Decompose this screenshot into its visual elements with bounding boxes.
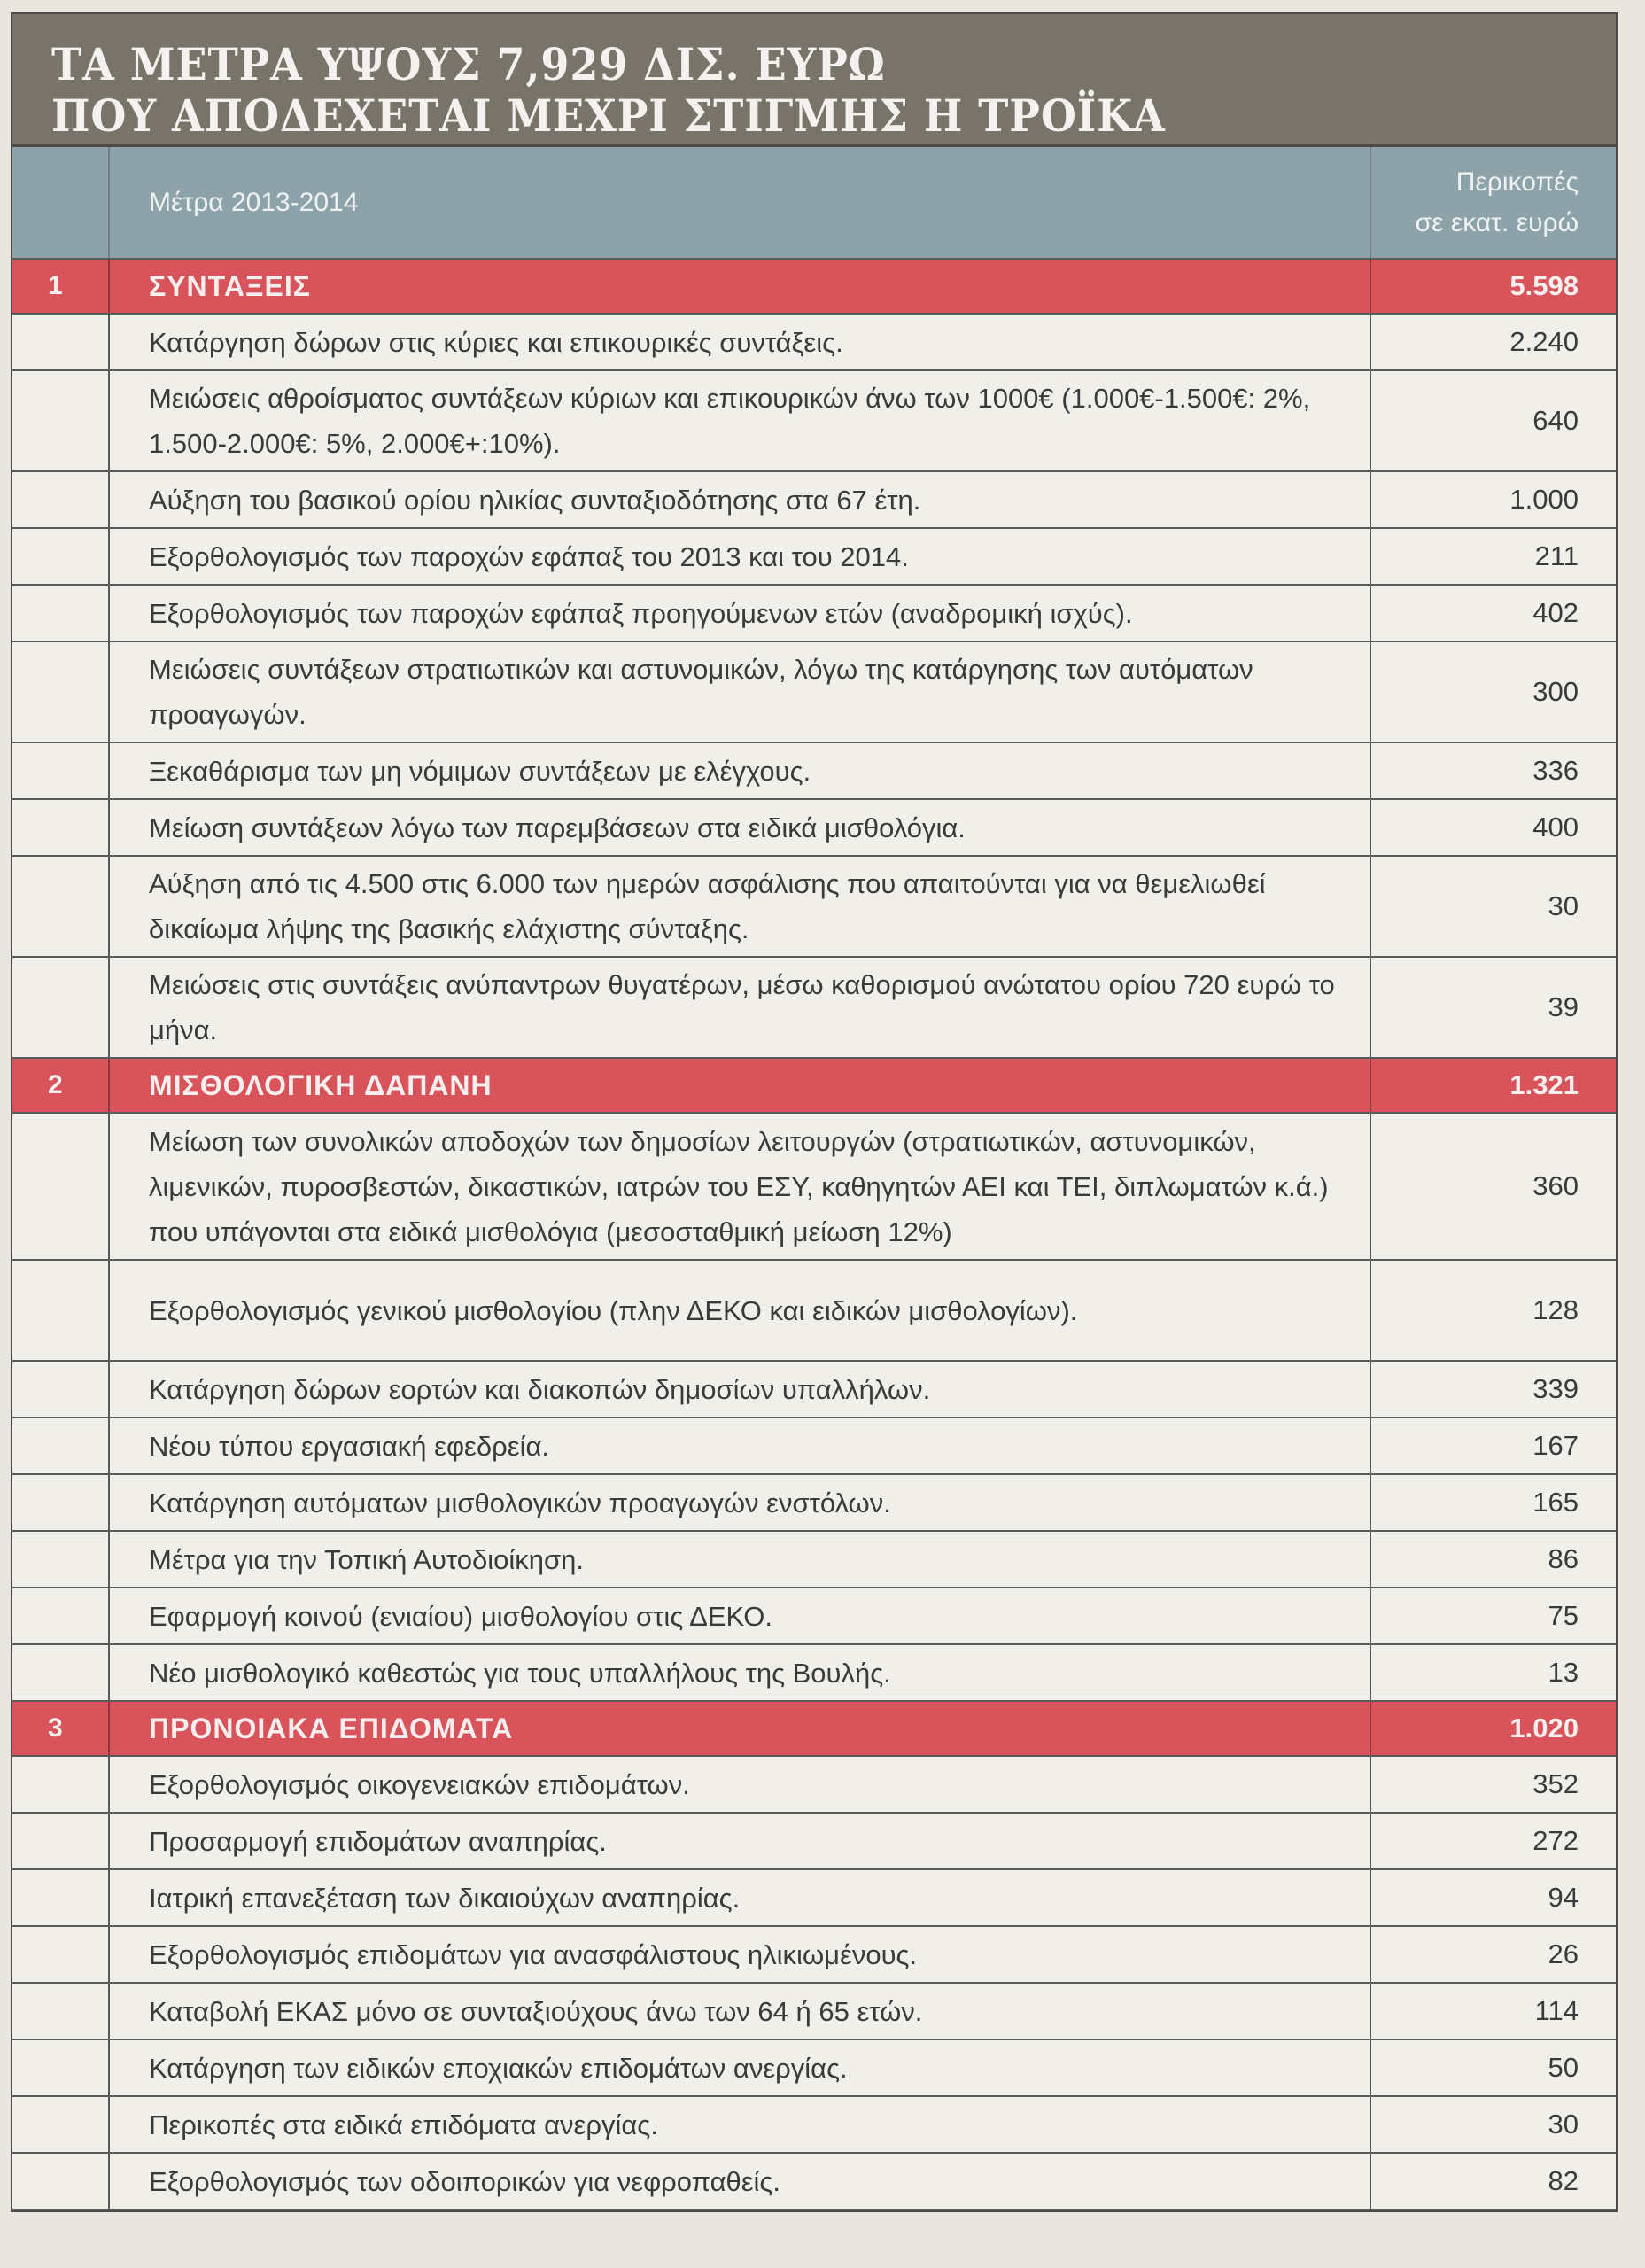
row-number-cell: [12, 743, 110, 798]
measure-value: 39: [1548, 991, 1579, 1022]
measure-value: 360: [1532, 1170, 1579, 1201]
row-number-cell: [12, 1362, 110, 1417]
section-title: ΣΥΝΤΑΞΕΙΣ: [110, 260, 1371, 313]
section-number: 2: [12, 1059, 110, 1112]
table-row: [12, 1588, 1616, 1645]
row-number-cell: [12, 371, 110, 470]
table-row: [12, 958, 1616, 1059]
measure-value: 114: [1534, 1995, 1579, 2026]
row-number-cell: [12, 1532, 110, 1587]
measure-description: Εξορθολογισμός των οδοιπορικών για νεφροπαθείς.: [110, 2154, 1371, 2209]
table-title: [12, 14, 1616, 147]
measure-value: 75: [1548, 1600, 1579, 1631]
header-cuts-line-2: σε εκατ. ευρώ: [1415, 207, 1579, 237]
measure-description: Μειώσεις συντάξεων στρατιωτικών και αστυνομικών, λόγω της κατάργησης των αυτόματων προαγωγών.: [110, 642, 1371, 742]
measure-value: 640: [1532, 405, 1579, 436]
measure-description: Εξορθολογισμός των παροχών εφάπαξ προηγούμενων ετών (αναδρομική ισχύς).: [110, 586, 1371, 641]
table-row: [12, 1645, 1616, 1702]
row-number-cell: [12, 586, 110, 641]
measure-description: Καταβολή ΕΚΑΣ μόνο σε συνταξιούχους άνω των 64 ή 65 ετών.: [110, 1984, 1371, 2039]
table-row: [12, 642, 1616, 743]
table-row: [12, 1418, 1616, 1475]
table-row: [12, 743, 1616, 800]
table-row: [12, 1475, 1616, 1532]
measure-description: Αύξηση του βασικού ορίου ηλικίας συνταξιοδότησης στα 67 έτη.: [110, 472, 1371, 527]
table-row: [12, 2154, 1616, 2210]
title-line-2: ΠΟΥ ΑΠΟΔΕΧΕΤΑΙ ΜΕΧΡΙ ΣΤΙΓΜΗΣ Η ΤΡΟΪΚΑ: [51, 89, 1166, 142]
measure-value: 94: [1548, 1882, 1579, 1913]
measure-description: Ξεκαθάρισμα των μη νόμιμων συντάξεων με ελέγχους.: [110, 743, 1371, 798]
measure-description: Νέου τύπου εργασιακή εφεδρεία.: [110, 1418, 1371, 1473]
row-number-cell: [12, 800, 110, 855]
table-row: [12, 1927, 1616, 1984]
table-row: [12, 1532, 1616, 1588]
measure-description: Μέτρα για την Τοπική Αυτοδιοίκηση.: [110, 1532, 1371, 1587]
row-number-cell: [12, 1475, 110, 1530]
table-row: [12, 1870, 1616, 1927]
measure-description: Κατάργηση δώρων εορτών και διακοπών δημοσίων υπαλλήλων.: [110, 1362, 1371, 1417]
table-row: [12, 2097, 1616, 2154]
table-row: [12, 2040, 1616, 2097]
table-row: [12, 800, 1616, 857]
header-num-cell: [12, 147, 110, 258]
measure-value: 2.240: [1509, 326, 1579, 357]
row-number-cell: [12, 1261, 110, 1360]
measure-description: Εξορθολογισμός επιδομάτων για ανασφάλιστους ηλικιωμένους.: [110, 1927, 1371, 1982]
measure-value: 352: [1532, 1768, 1579, 1799]
row-number-cell: [12, 1757, 110, 1812]
table-row: [12, 1114, 1616, 1261]
measure-description: Αύξηση από τις 4.500 στις 6.000 των ημερών ασφάλισης που απαιτούνται για να θεμελιωθεί δικαίωμα λήψης της βασικής ελάχιστης σύνταξης.: [110, 857, 1371, 956]
header-measures: Μέτρα 2013-2014: [110, 147, 1371, 258]
measure-value: 30: [1548, 2109, 1579, 2140]
section-header-row: [12, 1059, 1616, 1114]
measure-value: 272: [1532, 1825, 1579, 1856]
row-number-cell: [12, 472, 110, 527]
table-row: [12, 1757, 1616, 1814]
row-number-cell: [12, 1418, 110, 1473]
row-number-cell: [12, 2040, 110, 2095]
measure-description: Μειώσεις στις συντάξεις ανύπαντρων θυγατέρων, μέσω καθορισμού ανώτατου ορίου 720 ευρώ το μήνα.: [110, 958, 1371, 1057]
measure-value: 339: [1532, 1373, 1579, 1404]
row-number-cell: [12, 857, 110, 956]
measure-description: Εφαρμογή κοινού (ενιαίου) μισθολογίου στις ΔΕΚΟ.: [110, 1588, 1371, 1643]
measure-description: Κατάργηση των ειδικών εποχιακών επιδομάτων ανεργίας.: [110, 2040, 1371, 2095]
title-line-1: ΤΑ ΜΕΤΡΑ ΥΨΟΥΣ 7,929 ΔΙΣ. ΕΥΡΩ: [51, 38, 886, 90]
row-number-cell: [12, 2154, 110, 2209]
row-number-cell: [12, 1984, 110, 2039]
section-header-row: [12, 260, 1616, 315]
table-row: [12, 371, 1616, 472]
measure-value: 165: [1532, 1487, 1579, 1518]
measure-value: 128: [1532, 1294, 1579, 1325]
row-number-cell: [12, 1588, 110, 1643]
row-number-cell: [12, 315, 110, 369]
row-number-cell: [12, 958, 110, 1057]
measure-value: 167: [1532, 1430, 1579, 1461]
table-row: [12, 529, 1616, 586]
measure-value: 86: [1548, 1543, 1579, 1574]
table-body: [12, 260, 1616, 2210]
measures-table: [11, 12, 1618, 2212]
section-number: 1: [12, 260, 110, 313]
measure-description: Κατάργηση αυτόματων μισθολογικών προαγωγών ενστόλων.: [110, 1475, 1371, 1530]
measure-value: 336: [1532, 755, 1579, 786]
measure-description: Μείωση συντάξεων λόγω των παρεμβάσεων στα ειδικά μισθολόγια.: [110, 800, 1371, 855]
measure-value: 26: [1548, 1938, 1579, 1969]
section-number: 3: [12, 1702, 110, 1755]
row-number-cell: [12, 2097, 110, 2152]
row-number-cell: [12, 1870, 110, 1925]
row-number-cell: [12, 642, 110, 742]
measure-value: 1.000: [1509, 484, 1579, 515]
table-row: [12, 857, 1616, 958]
section-title: ΜΙΣΘΟΛΟΓΙΚΗ ΔΑΠΑΝΗ: [110, 1059, 1371, 1112]
header-cuts-line-1: Περικοπές: [1455, 167, 1579, 197]
measure-description: Ιατρική επανεξέταση των δικαιούχων αναπηρίας.: [110, 1870, 1371, 1925]
measure-description: Μειώσεις αθροίσματος συντάξεων κύριων και επικουρικών άνω των 1000€ (1.000€-1.500€: 2%, 1.500-2.000€: 5%, 2.000€+:10%).: [110, 371, 1371, 470]
measure-description: Περικοπές στα ειδικά επιδόματα ανεργίας.: [110, 2097, 1371, 2152]
measure-description: Προσαρμογή επιδομάτων αναπηρίας.: [110, 1814, 1371, 1868]
table-row: [12, 1362, 1616, 1418]
measure-description: Εξορθολογισμός γενικού μισθολογίου (πλην ΔΕΚΟ και ειδικών μισθολογίων).: [110, 1261, 1371, 1360]
measure-value: 400: [1532, 812, 1579, 843]
table-row: [12, 315, 1616, 371]
table-row: [12, 1984, 1616, 2040]
section-title: ΠΡΟΝΟΙΑΚΑ ΕΠΙΔΟΜΑΤΑ: [110, 1702, 1371, 1755]
measure-value: 300: [1532, 676, 1579, 707]
measure-value: 211: [1534, 540, 1579, 571]
measure-value: 13: [1548, 1657, 1579, 1688]
table-header: [12, 147, 1616, 260]
measure-value: 50: [1548, 2052, 1579, 2083]
table-row: [12, 586, 1616, 642]
measure-description: Εξορθολογισμός οικογενειακών επιδομάτων.: [110, 1757, 1371, 1812]
measure-value: 82: [1548, 2165, 1579, 2196]
measure-description: Κατάργηση δώρων στις κύριες και επικουρικές συντάξεις.: [110, 315, 1371, 369]
measure-description: Εξορθολογισμός των παροχών εφάπαξ του 2013 και του 2014.: [110, 529, 1371, 584]
row-number-cell: [12, 1814, 110, 1868]
section-header-row: [12, 1702, 1616, 1757]
table-row: [12, 472, 1616, 529]
row-number-cell: [12, 1645, 110, 1700]
row-number-cell: [12, 529, 110, 584]
row-number-cell: [12, 1114, 110, 1259]
measure-value: 30: [1548, 890, 1579, 921]
measure-value: 402: [1532, 597, 1579, 628]
header-cuts: [1371, 147, 1616, 258]
row-number-cell: [12, 1927, 110, 1982]
section-total: 5.598: [1509, 270, 1579, 301]
section-total: 1.020: [1509, 1713, 1579, 1744]
section-total: 1.321: [1509, 1069, 1579, 1100]
table-row: [12, 1814, 1616, 1870]
table-row: [12, 1261, 1616, 1362]
measure-description: Νέο μισθολογικό καθεστώς για τους υπαλλήλους της Βουλής.: [110, 1645, 1371, 1700]
measure-description: Μείωση των συνολικών αποδοχών των δημοσίων λειτουργών (στρατιωτικών, αστυνομικών, λιμενικών, πυροσβεστών, δικαστικών, ιατρών του ΕΣΥ, καθηγητών ΑΕΙ και ΤΕΙ, διπλωματών κ.ά.) που υπάγονται στα ειδικά μισθολόγια (μεσοσταθμική μείωση 12%): [110, 1114, 1371, 1259]
